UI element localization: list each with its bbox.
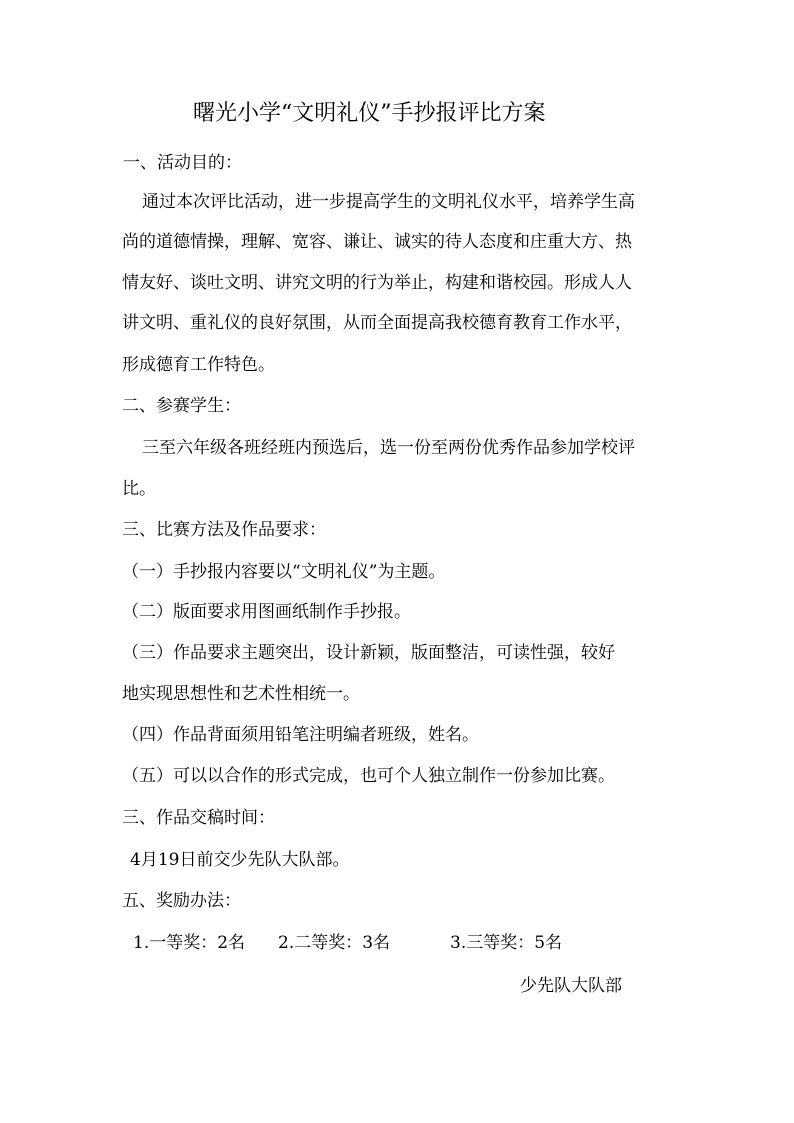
section-heading-awards: 五、奖励办法：: [122, 891, 241, 911]
section-heading-purpose: 一、活动目的：: [123, 153, 242, 173]
award-first: 1.一等奖：2名: [133, 933, 246, 953]
award-second: 2.二等奖：3名: [278, 933, 391, 953]
requirement-item: （三）作品要求主题突出，设计新颖，版面整洁，可读性强，较好: [122, 643, 615, 663]
paragraph-line: 情友好、谈吐文明、讲究文明的行为举止，构建和谐校园。形成人人: [122, 273, 632, 293]
section-heading-participants: 二、参赛学生：: [122, 396, 241, 416]
paragraph-line: 讲文明、重礼仪的良好氛围，从而全面提高我校德育教育工作水平，: [122, 313, 632, 333]
paragraph-line: 通过本次评比活动，进一步提高学生的文明礼仪水平，培养学生高: [142, 192, 635, 212]
signature: 少先队大队部: [520, 976, 622, 996]
section-heading-deadline: 三、作品交稿时间：: [122, 808, 275, 828]
requirement-item: 地实现思想性和艺术性相统一。: [122, 684, 360, 704]
requirement-item: （一）手抄报内容要以“文明礼仪”为主题。: [122, 562, 446, 582]
paragraph-line: 三至六年级各班经班内预选后，选一份至两份优秀作品参加学校评: [142, 438, 635, 458]
requirement-item: （二）版面要求用图画纸制作手抄报。: [122, 602, 411, 622]
paragraph-line: 形成德育工作特色。: [122, 355, 275, 375]
paragraph-line: 尚的道德情操，理解、宽容、谦让、诚实的待人态度和庄重大方、热: [122, 232, 632, 252]
page-title: 曙光小学“文明礼仪”手抄报评比方案: [193, 101, 546, 126]
requirement-item: （五）可以以合作的形式完成，也可个人独立制作一份参加比赛。: [122, 766, 615, 786]
paragraph-line: 比。: [122, 479, 156, 499]
deadline-text: 4月19日前交少先队大队部。: [130, 850, 350, 870]
requirement-item: （四）作品背面须用铅笔注明编者班级，姓名。: [122, 725, 479, 745]
section-heading-requirements: 三、比赛方法及作品要求：: [122, 520, 326, 540]
award-third: 3.三等奖：5名: [450, 933, 563, 953]
